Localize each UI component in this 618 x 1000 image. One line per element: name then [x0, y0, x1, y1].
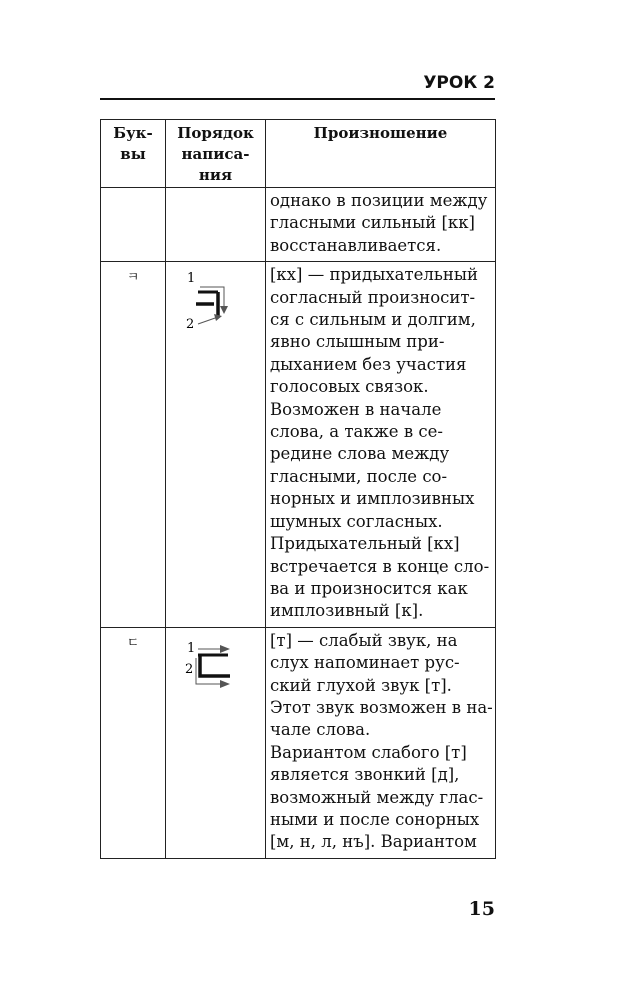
pronunciation-line: ся с сильным и долгим,: [270, 310, 476, 330]
pronunciation-line: имплозивный [к].: [270, 601, 424, 621]
stroke-cell: [166, 627, 266, 858]
header-pronunciation: [266, 120, 496, 188]
hangul-letter: ㅋ: [126, 270, 140, 286]
pronunciation-line: является звонкий [д],: [270, 765, 460, 785]
pronunciation-line: гласными, после со-: [270, 466, 448, 486]
pronunciation-line: [т] — слабый звук, на: [270, 630, 458, 650]
pronunciation-line: ва и произносится как: [270, 578, 468, 598]
pronunciation-line: согласный произносит-: [270, 287, 476, 307]
stroke-number-2: 2: [185, 661, 194, 677]
header-line: Бук-: [113, 124, 153, 142]
table-row: [101, 262, 496, 628]
pronunciation-cell: [266, 627, 496, 858]
letter-cell: [101, 188, 166, 262]
pronunciation-line: [м, н, л, нъ]. Вариантом: [270, 832, 477, 852]
stroke-number-1: 1: [187, 640, 196, 656]
header-line: ния: [198, 166, 233, 184]
pronunciation-line: слух напоминает рус-: [270, 653, 460, 673]
pronunciation-line: возможный между глас-: [270, 787, 484, 807]
pronunciation-line: Придыхательный [кх]: [270, 534, 460, 554]
pronunciation-line: однако в позиции между: [270, 191, 488, 210]
letter-cell: [101, 627, 166, 858]
header-rule: [100, 98, 495, 100]
header-stroke-order: [166, 120, 266, 188]
pronunciation-line: ский глухой звук [т].: [270, 675, 452, 695]
pronunciation-line: норных и имплозивных: [270, 489, 475, 509]
stroke-number-2: 2: [186, 317, 195, 333]
pronunciation-line: шумных согласных.: [270, 511, 443, 531]
pronunciation-line: [кх] — придыхательный: [270, 265, 478, 285]
header-line: Произношение: [313, 124, 448, 142]
table-row: [101, 188, 496, 262]
pronunciation-line: Возможен в начале: [270, 399, 442, 419]
pronunciation-line: чале слова.: [270, 720, 371, 740]
page-number: 15: [468, 898, 495, 920]
header-line: вы: [120, 145, 146, 163]
pronunciation-cell: [266, 262, 496, 628]
pronunciation-table: [100, 119, 496, 859]
stroke-order-diagram-t: [166, 628, 266, 698]
pronunciation-line: гласными сильный [кк]: [270, 213, 475, 233]
header-letters: [101, 120, 166, 188]
pronunciation-line: Вариантом слабого [т]: [270, 742, 467, 762]
pronunciation-line: редине слова между: [270, 444, 450, 464]
stroke-order-diagram-k: [166, 262, 266, 332]
hangul-letter: ㄷ: [126, 635, 140, 651]
pronunciation-line: дыханием без участия: [270, 354, 467, 374]
pronunciation-cell: [266, 188, 496, 262]
pronunciation-line: Этот звук возможен в на-: [270, 697, 493, 717]
pronunciation-line: встречается в конце сло-: [270, 556, 490, 576]
pronunciation-line: голосовых связок.: [270, 377, 429, 397]
stroke-number-1: 1: [187, 271, 196, 287]
running-head: УРОК 2: [423, 73, 495, 93]
stroke-cell: [166, 262, 266, 628]
pronunciation-line: явно слышным при-: [270, 332, 445, 352]
header-line: написа-: [181, 145, 250, 163]
letter-cell: [101, 262, 166, 628]
header-line: Порядок: [177, 124, 254, 142]
pronunciation-line: слова, а также в се-: [270, 422, 443, 442]
pronunciation-line: ными и после сонорных: [270, 809, 480, 829]
table-row: [101, 627, 496, 858]
table-header-row: [101, 120, 496, 188]
stroke-cell: [166, 188, 266, 262]
pronunciation-line: восстанавливается.: [270, 235, 442, 255]
